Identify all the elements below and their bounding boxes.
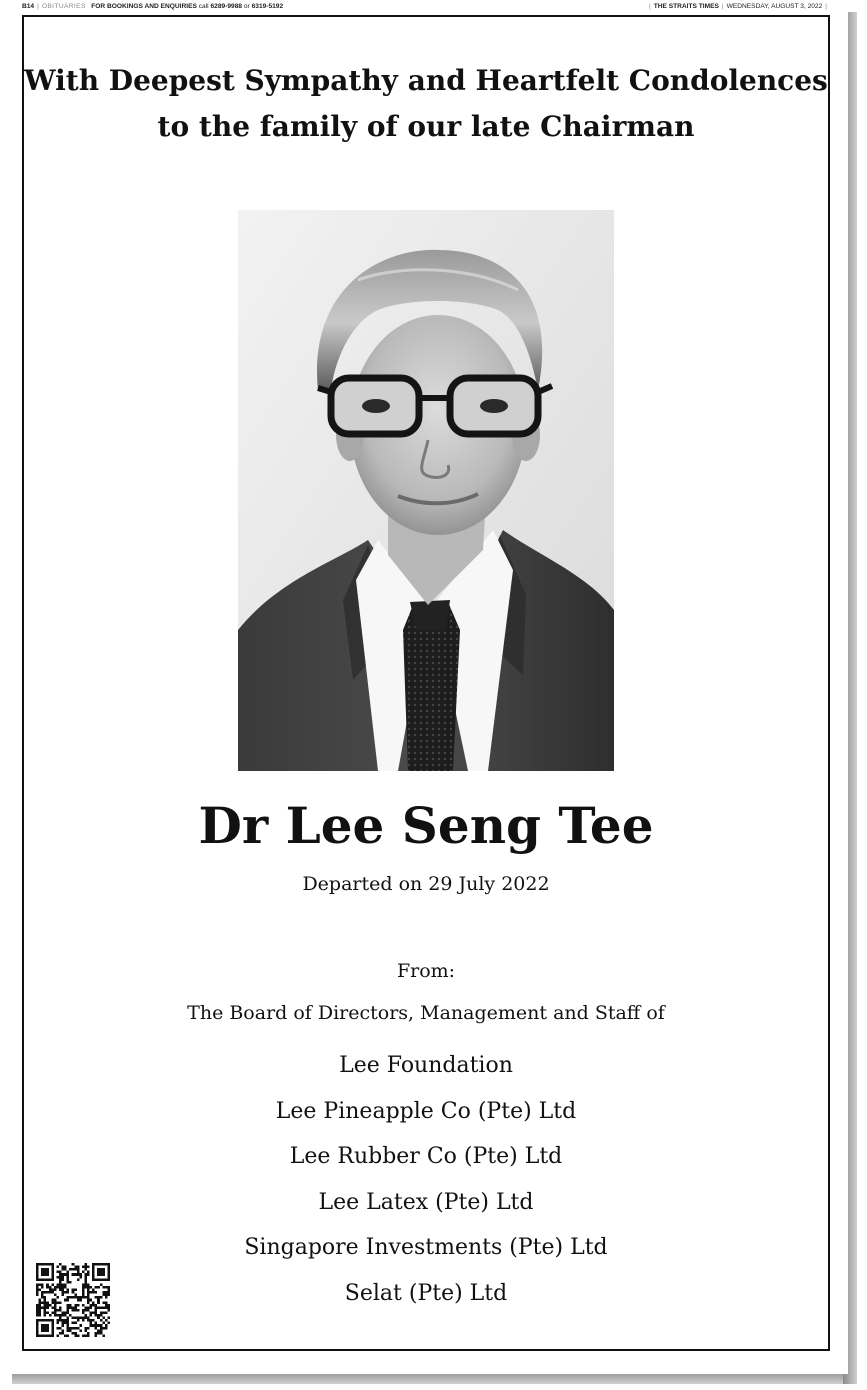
or-word: or [243, 3, 250, 10]
from-label: From: [396, 960, 456, 982]
deceased-name: Dr Lee Seng Tee [198, 796, 654, 855]
company-name: Lee Rubber Co (Pte) Ltd [289, 1144, 563, 1170]
call-word: call [198, 3, 209, 10]
headline-line-2: to the family of our late Chairman [157, 110, 695, 143]
bookings-label: FOR BOOKINGS AND ENQUIRIES [91, 3, 197, 10]
company-name: Lee Foundation [339, 1053, 513, 1078]
departed-date: Departed on 29 July 2022 [302, 873, 550, 895]
phone-number-1: 6289-9988 [210, 3, 243, 10]
phone-number-2: 6319-5192 [251, 3, 284, 10]
section-name: OBITUARIES [41, 3, 86, 10]
company-name: Selat (Pte) Ltd [344, 1280, 508, 1306]
issue-date: WEDNESDAY, AUGUST 3, 2022 [726, 3, 823, 10]
headline-line-1: With Deepest Sympathy and Heartfelt Condolences [24, 64, 828, 97]
company-list [22, 1048, 830, 1322]
company-name: Lee Pineapple Co (Pte) Ltd [275, 1098, 577, 1124]
header-right: | THE STRAITS TIMES | WEDNESDAY, AUGUST 3, 2022 | [648, 3, 827, 10]
page-number: B14 [22, 3, 35, 10]
publication-name: THE STRAITS TIMES [653, 3, 719, 10]
board-line: The Board of Directors, Management and Staff of [187, 1002, 665, 1024]
qr-code[interactable] [36, 1263, 110, 1337]
page-header [22, 2, 830, 12]
portrait-photo [238, 210, 614, 771]
company-name: Lee Latex (Pte) Ltd [318, 1189, 534, 1215]
header-left: B14 | OBITUARIES FOR BOOKINGS AND ENQUIRIES call 6289-9988 or 6319-5192 [22, 3, 284, 10]
company-name: Singapore Investments (Pte) Ltd [244, 1235, 608, 1261]
